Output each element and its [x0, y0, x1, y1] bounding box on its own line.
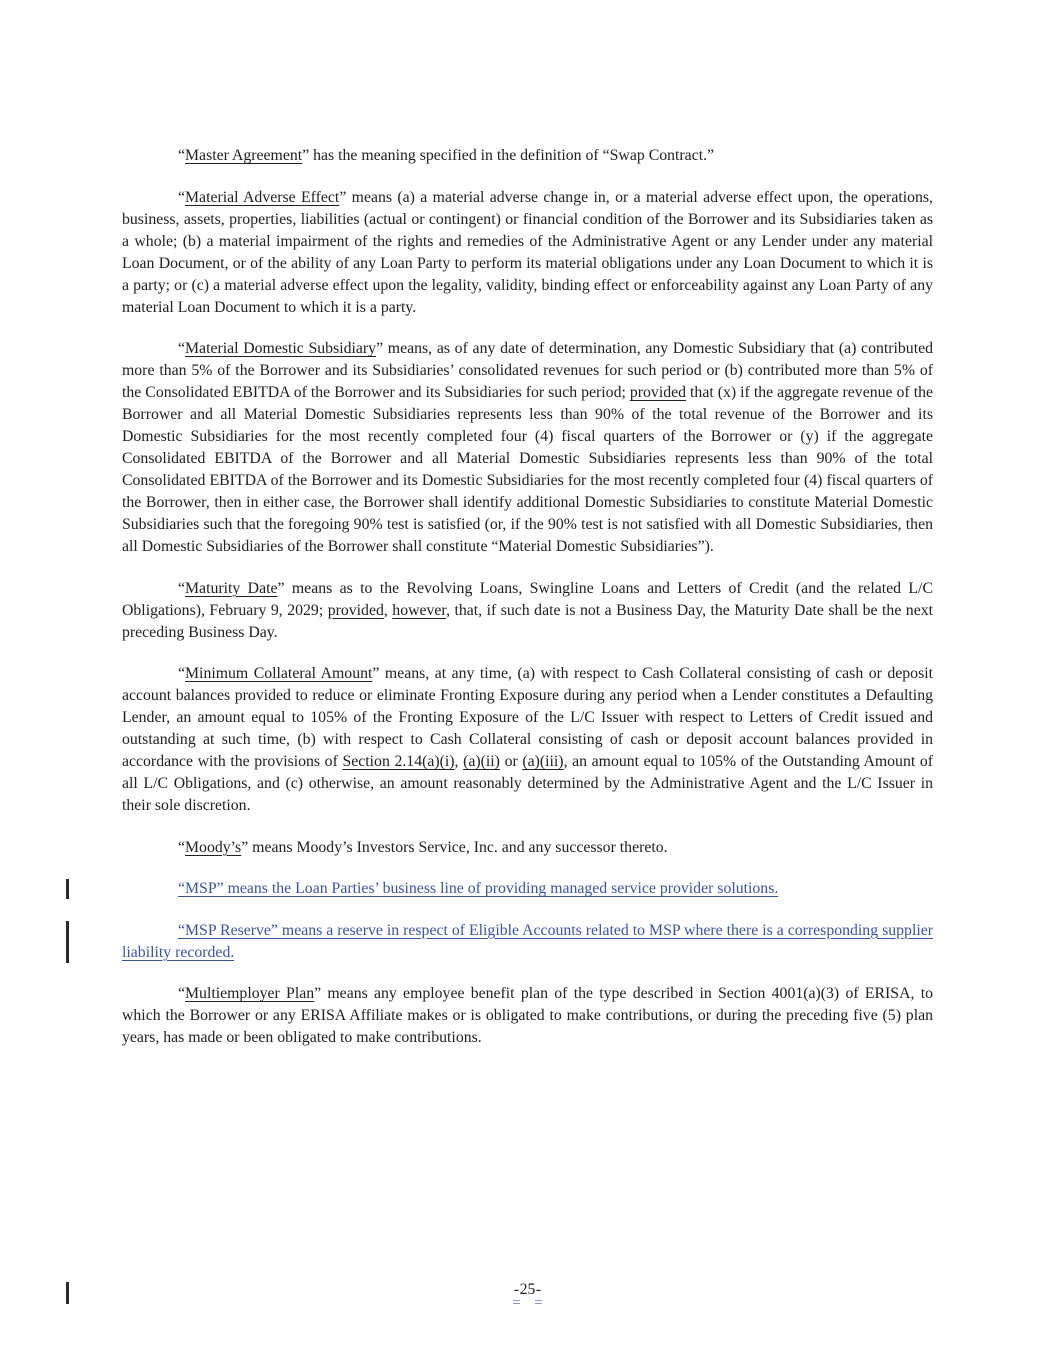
text-run: “ — [178, 985, 186, 1002]
page-number-hyphen-left: - — [513, 1282, 519, 1304]
page-number: 25 — [519, 1281, 536, 1298]
paragraph-moodys — [122, 837, 933, 859]
defined-term: Multiemployer Plan — [185, 985, 315, 1002]
paragraph-multiemployer-plan — [122, 983, 933, 1049]
text-run: , an amount equal to 105% of the Outstanding Amount of all L/C Obligations, and (c) otherwise, an amount reasonably determined by the Administrative Agent and the L/C Issuer in their sole discretion. — [122, 753, 934, 814]
defined-term: Minimum Collateral Amount — [185, 665, 373, 682]
paragraph-maturity-date — [122, 578, 933, 644]
text-run: ” means Moody’s Investors Service, Inc. and any successor thereto. — [241, 838, 668, 856]
text-run: “ — [178, 665, 186, 682]
defined-term: provided — [629, 384, 687, 401]
paragraph-minimum-collateral-amount — [122, 663, 933, 817]
text-run: ” means, at any time, (a) with respect to Cash Collateral consisting of cash or deposit account balances provided to reduce or eliminate Fronting Exposure during any period when a Lender constitutes a Defaulting Lender, an amount equal to 105% of the Fronting Exposure of the L/C Issuer with respect to Letters of Credit issued and outstanding at such time, (b) with respect to Cash Collateral consisting of cash or deposit account balances provided in accordance with the provisions of — [122, 665, 933, 770]
paragraph-material-domestic-subsidiary — [122, 338, 933, 558]
text-run: ” means, as of any date of determination, any Domestic Subsidiary that (a) contributed more than 5% of the Borrower and its Subsidiaries’ consolidated revenues for such period or (b) contributed more than 5% of the Consolidated EBITDA of the Borrower and its Subsidiaries for such period; — [122, 340, 933, 401]
text-run: ” has the meaning specified in the definition of “Swap Contract.” — [302, 147, 715, 164]
paragraph-material-adverse-effect — [122, 187, 933, 319]
text-run: “MSP Reserve” means a reserve in respect of Eligible Accounts related to MSP where there is a corresponding supplier liability recorded. — [122, 921, 933, 961]
text-run: , — [383, 601, 393, 619]
text-run: “MSP” means the Loan Parties’ business line of providing managed service provider solutions. — [178, 880, 779, 897]
text-run: “ — [178, 340, 186, 357]
text-run: , — [454, 753, 464, 770]
defined-term: Maturity Date — [185, 579, 278, 597]
text-run: ” means (a) a material adverse change in, or a material adverse effect upon, the operations, business, assets, properties, liabilities (actual or contingent) or financial condition of the Borrower and its Subsidiaries taken as a whole; (b) a material impairment of the rights and remedies of the Administrative Agent or any Lender under any material Loan Document, or of the ability of any Loan Party to perform its material obligations under any Loan Document to which it is a party; or (c) a material adverse effect upon the legality, validity, binding effect or enforceability against any Loan Party of any material Loan Document to which it is a party. — [122, 188, 934, 316]
page-number-hyphen-right: - — [535, 1282, 541, 1304]
text-run: , that, if such date is not a Business Day, the Maturity Date shall be the next preceding Business Day. — [122, 601, 934, 641]
defined-term: Material Adverse Effect — [185, 188, 340, 206]
text-run: “ — [178, 188, 186, 206]
text-run: ” means any employee benefit plan of the type described in Section 4001(a)(3) of ERISA, to which the Borrower or any ERISA Affiliate makes or is obligated to make contributions, or during the preceding five (5) plan years, has made or been obligated to make contributions. — [122, 985, 933, 1046]
paragraph-msp — [122, 878, 933, 900]
page-footer — [122, 1279, 933, 1304]
defined-term: provided — [327, 601, 384, 619]
text-run: “ — [178, 579, 186, 597]
text-run: “ — [178, 838, 186, 856]
text-run: “ — [178, 147, 186, 164]
defined-term: (a)(iii) — [522, 753, 564, 770]
defined-term: Material Domestic Subsidiary — [185, 340, 377, 357]
defined-term: however — [392, 601, 447, 619]
text-run: that (x) if the aggregate revenue of the Borrower and all Material Domestic Subsidiaries represents less than 90% of the total revenue of the Borrower and its Domestic Subsidiaries for the most recently completed four (4) fiscal quarters of the Borrower or (y) if the aggregate Consolidated EBITDA of the Borrower and all Material Domestic Subsidiaries represents less than 90% of the total Consolidated EBITDA of the Borrower and its Domestic Subsidiaries for the most recently completed four (4) fiscal quarters of the Borrower, then in either case, the Borrower shall identify additional Domestic Subsidiaries to constitute Material Domestic Subsidiaries such that the foregoing 90% test is satisfied (or, if the 90% test is not satisfied with all Domestic Subsidiaries, then all Domestic Subsidiaries of the Borrower shall constitute “Material Domestic Subsidiaries”). — [122, 384, 933, 555]
footer-change-bar — [66, 1282, 69, 1304]
change-bar — [66, 921, 69, 963]
change-bar — [66, 879, 69, 899]
text-run: or — [499, 753, 523, 770]
paragraph-master-agreement — [122, 145, 933, 167]
defined-term: Section 2.14(a)(i) — [342, 753, 455, 770]
defined-term: (a)(ii) — [463, 753, 500, 770]
defined-term: Master Agreement — [185, 147, 303, 164]
defined-term: Moody’s — [185, 838, 242, 856]
text-run: ” means as to the Revolving Loans, Swingline Loans and Letters of Credit (and the related L/C Obligations), February 9, 2029; — [122, 579, 933, 619]
document-body — [122, 145, 933, 1069]
paragraph-msp-reserve — [122, 920, 933, 964]
